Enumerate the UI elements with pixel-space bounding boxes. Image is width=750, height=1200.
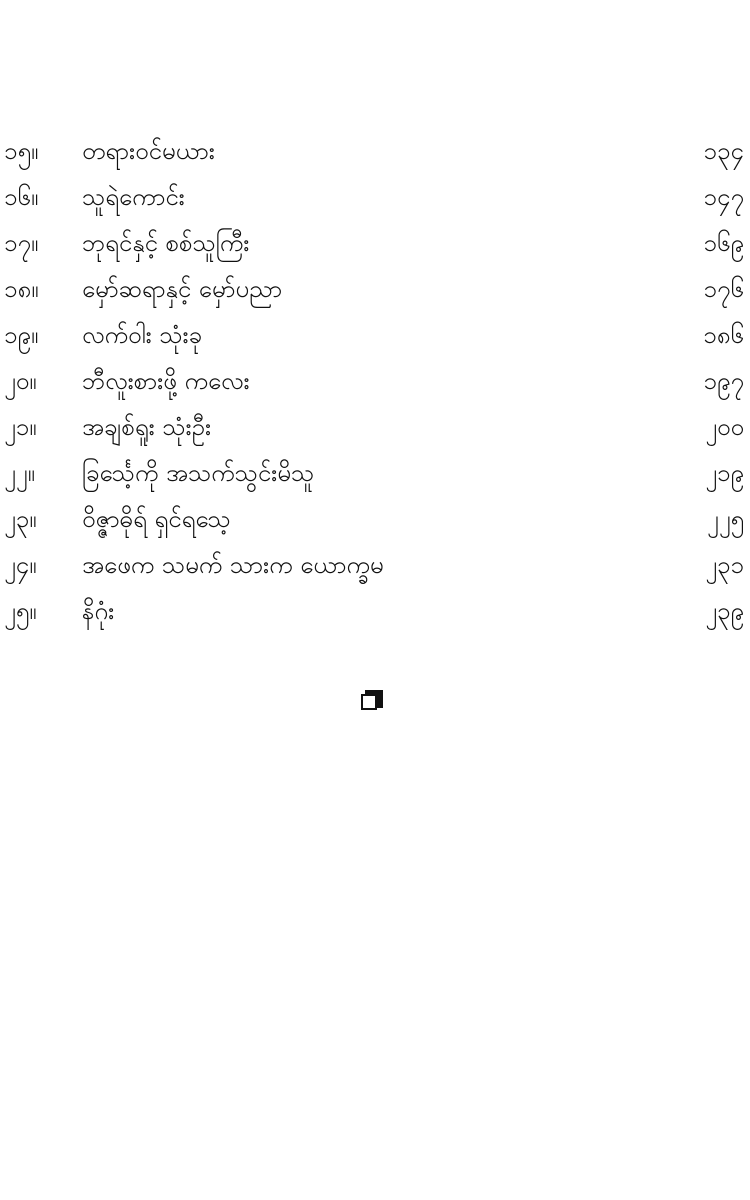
toc-entry-number: ၂၂။ [4, 459, 35, 487]
toc-entry-title: အဖေက သမက် သားက ယောက္ခမ [82, 551, 384, 579]
toc-entry-title: မှော်ဆရာနှင့် မှော်ပညာ [82, 275, 283, 303]
toc-entry-number: ၁၈။ [4, 275, 39, 303]
toc-entry [0, 220, 750, 266]
toc-entry-title: ခြင်္သေ့ကို အသက်သွင်းမိသူ [82, 459, 315, 487]
toc-entry-number: ၂၃။ [4, 505, 37, 533]
end-of-section-square-icon [361, 690, 381, 710]
table-of-contents [0, 128, 750, 634]
toc-entry [0, 174, 750, 220]
toc-entry-number: ၁၉။ [4, 321, 39, 349]
toc-entry-page: ၁၈၆ [703, 321, 744, 349]
toc-entry [0, 450, 750, 496]
toc-entry [0, 496, 750, 542]
toc-entry-page: ၁၇၆ [703, 275, 744, 303]
toc-entry-title: တရားဝင်မယား [82, 137, 215, 165]
toc-entry-title: အချစ်ရူး သုံးဦး [82, 413, 212, 441]
toc-entry-title: နိဂုံး [82, 597, 115, 625]
toc-entry-page: ၁၃၄ [703, 137, 744, 165]
toc-entry-page: ၂၁၉ [705, 459, 744, 487]
toc-entry-number: ၂၅။ [4, 597, 37, 625]
toc-entry-page: ၁၉၇ [703, 367, 744, 395]
toc-entry-page: ၂၂၅ [706, 505, 744, 533]
toc-entry-number: ၂၄။ [4, 551, 37, 579]
toc-entry [0, 358, 750, 404]
toc-entry-page: ၁၆၉ [703, 229, 744, 257]
toc-entry [0, 542, 750, 588]
toc-entry-number: ၂၀။ [4, 367, 37, 395]
toc-entry [0, 588, 750, 634]
toc-entry [0, 404, 750, 450]
toc-entry-title: လက်ဝါး သုံးခု [82, 321, 203, 349]
toc-entry [0, 128, 750, 174]
toc-entry-title: ဝိဇ္ဇာဓိုရ် ရှင်ရသေ့ [82, 505, 231, 533]
toc-entry-page: ၂၃၉ [705, 597, 744, 625]
toc-entry-page: ၂၀၀ [705, 413, 744, 441]
toc-entry-title: သူရဲကောင်း [82, 183, 185, 211]
toc-entry-number: ၂၁။ [4, 413, 37, 441]
toc-entry [0, 312, 750, 358]
toc-entry-number: ၁၅။ [4, 137, 39, 165]
toc-entry-title: ဘီလူးစားဖို့ ကလေး [82, 367, 250, 395]
toc-entry-title: ဘုရင်နှင့် စစ်သူကြီး [82, 229, 250, 257]
toc-entry-number: ၁၆။ [4, 183, 39, 211]
toc-entry [0, 266, 750, 312]
toc-entry-page: ၁၄၇ [703, 183, 744, 211]
toc-entry-page: ၂၃၁ [705, 551, 744, 579]
toc-entry-number: ၁၇။ [4, 229, 39, 257]
